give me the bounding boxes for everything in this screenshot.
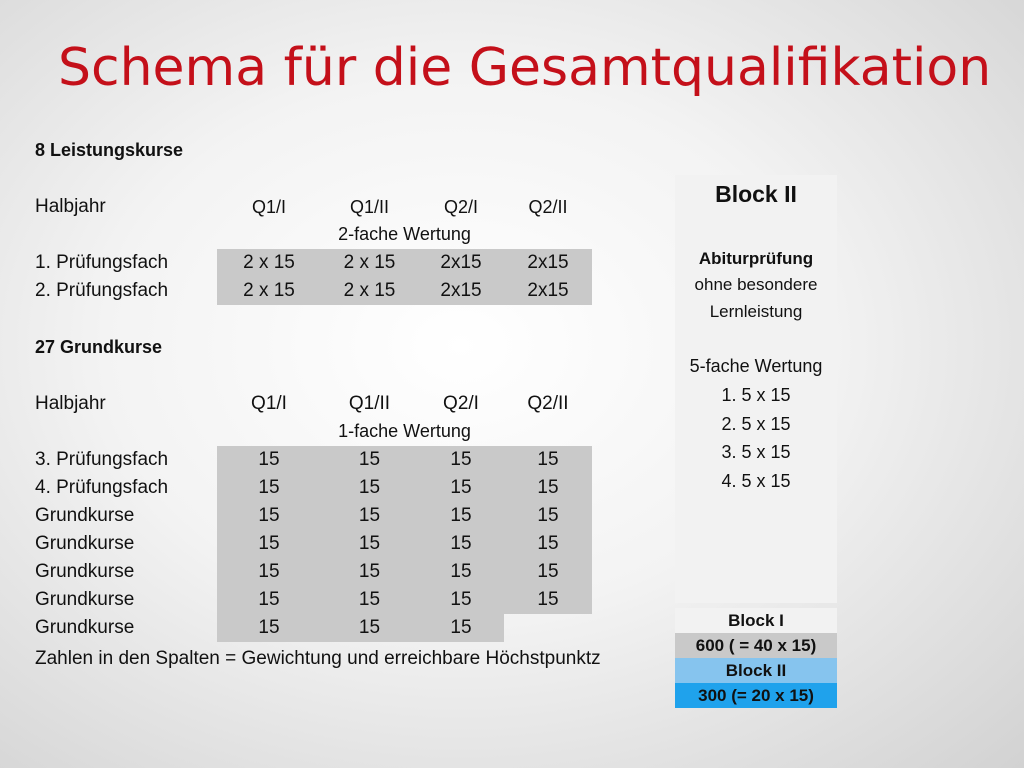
table-cell: 15 [504, 446, 592, 474]
table-cell: 15 [321, 446, 418, 474]
row-label: Grundkurse [35, 589, 135, 610]
gk-col-header: Q1/I [251, 393, 287, 414]
table-cell: 15 [217, 474, 321, 502]
block-ii-weighting: 5-fache Wertung [689, 356, 823, 376]
table-cell: 15 [418, 446, 504, 474]
table-cell: 15 [504, 558, 592, 586]
table-cell: 15 [217, 558, 321, 586]
table-cell: 15 [504, 502, 592, 530]
exam-item: 4. 5 x 15 [721, 471, 791, 491]
exam-label: Abiturprüfung [698, 249, 814, 268]
table-cell: 15 [321, 558, 418, 586]
gk-col-header: Q2/I [443, 393, 479, 414]
block-ii-title: Block II [715, 181, 797, 207]
exam-line-3: Lernleistung [709, 302, 803, 321]
lk-halbjahr-label: Halbjahr [35, 196, 106, 217]
gk-heading: 27 Grundkurse [35, 337, 163, 357]
block-ii-panel [675, 175, 837, 603]
block-i-label: Block I [675, 608, 837, 633]
lk-col-header: Q1/II [349, 197, 389, 217]
table-cell: 15 [418, 474, 504, 502]
table-cell: 2x15 [504, 249, 592, 277]
row-label: Grundkurse [35, 617, 135, 638]
table-cell: 15 [321, 474, 418, 502]
exam-item: 2. 5 x 15 [721, 414, 791, 434]
table-cell: 15 [321, 614, 418, 642]
table-cell: 2 x 15 [217, 249, 321, 277]
row-label: 1. Prüfungsfach [35, 252, 169, 273]
gk-weighting: 1-fache Wertung [338, 421, 471, 441]
block-ii-label: Block II [675, 658, 837, 683]
row-label: 4. Prüfungsfach [35, 477, 169, 498]
row-label: 2. Prüfungsfach [35, 280, 169, 301]
table-cell: 2x15 [504, 277, 592, 305]
table-cell: 15 [418, 614, 504, 642]
table-cell: 15 [418, 502, 504, 530]
footnote: Zahlen in den Spalten = Gewichtung und erreichbare Höchstpunktz [35, 648, 601, 669]
table-cell: 15 [504, 586, 592, 614]
table-cell: 2 x 15 [321, 249, 418, 277]
table-cell: 15 [504, 530, 592, 558]
table-cell: 15 [321, 586, 418, 614]
lk-weighting: 2-fache Wertung [338, 224, 471, 244]
row-label: 3. Prüfungsfach [35, 449, 169, 470]
table-cell: 2 x 15 [217, 277, 321, 305]
row-label: Grundkurse [35, 561, 135, 582]
table-cell: 15 [418, 530, 504, 558]
page-title: Schema für die Gesamtqualifikation [58, 38, 992, 98]
table-cell: 2x15 [418, 277, 504, 305]
table-cell: 15 [321, 530, 418, 558]
exam-line-2: ohne besondere [694, 275, 818, 294]
lk-col-header: Q2/I [443, 197, 478, 217]
table-cell: 15 [418, 586, 504, 614]
row-label: Grundkurse [35, 505, 135, 526]
row-label: Grundkurse [35, 533, 135, 554]
table-cell: 15 [321, 502, 418, 530]
table-cell: 15 [504, 474, 592, 502]
table-cell: 15 [217, 502, 321, 530]
lk-col-header: Q2/II [528, 197, 568, 217]
table-cell: 15 [217, 530, 321, 558]
table-cell: 15 [217, 446, 321, 474]
gk-halbjahr-label: Halbjahr [35, 393, 106, 414]
table-cell: 2x15 [418, 249, 504, 277]
table-cell: 15 [418, 558, 504, 586]
block-ii-value: 300 (= 20 x 15) [675, 683, 837, 708]
lk-heading: 8 Leistungskurse [35, 140, 184, 160]
gk-col-header: Q1/II [348, 393, 391, 414]
block-i-value: 600 ( = 40 x 15) [675, 633, 837, 658]
table-cell: 15 [217, 614, 321, 642]
table-cell: 2 x 15 [321, 277, 418, 305]
table-cell: 15 [217, 586, 321, 614]
gk-col-header: Q2/II [527, 393, 569, 414]
exam-item: 3. 5 x 15 [721, 442, 791, 462]
lk-col-header: Q1/I [251, 197, 286, 217]
exam-item: 1. 5 x 15 [721, 385, 791, 405]
